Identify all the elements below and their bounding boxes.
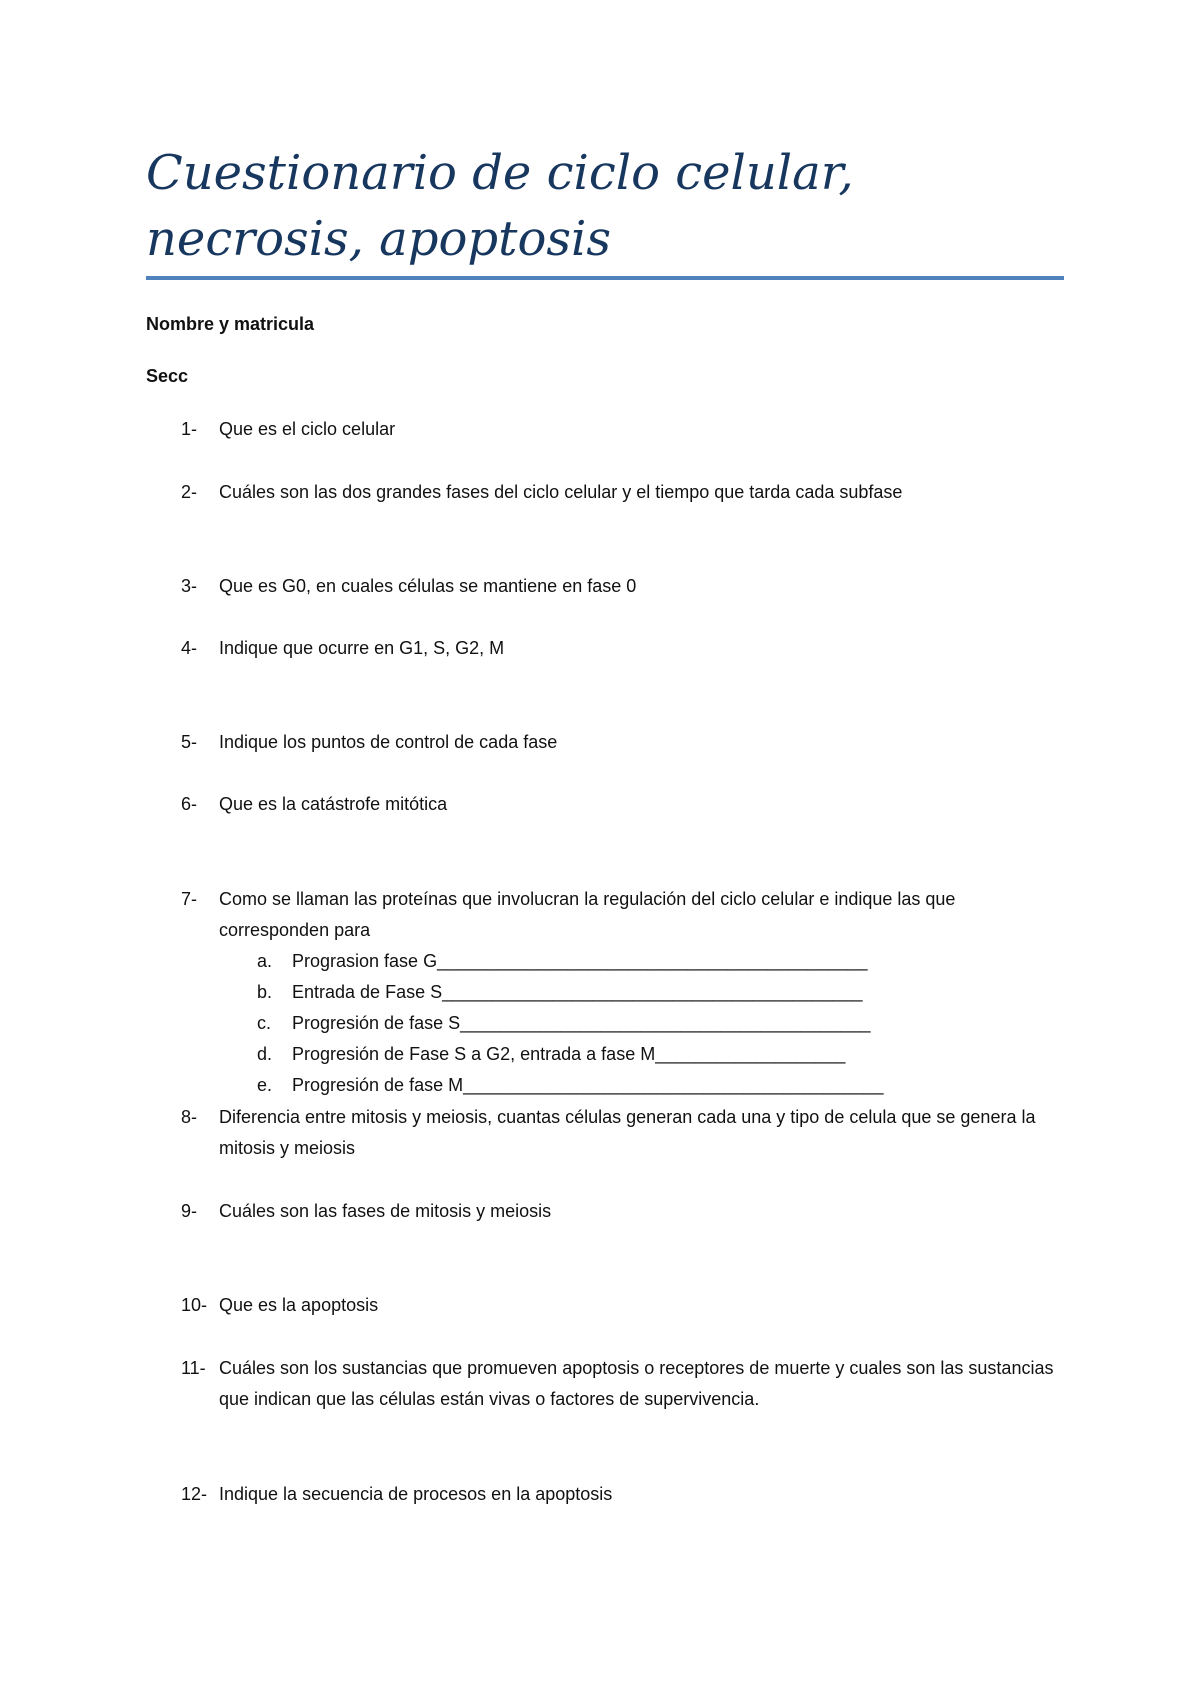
subitem-letter: c.	[257, 1013, 272, 1033]
subitem-letter: a.	[257, 951, 273, 971]
document-title: Cuestionario de ciclo celular, necrosis, apoptosis	[146, 145, 854, 267]
question-5	[146, 727, 1066, 758]
subitem-a	[146, 946, 1066, 977]
question-number: 5-	[181, 732, 198, 752]
question-text: Indique que ocurre en G1, S, G2, M	[219, 638, 505, 658]
question-7	[146, 884, 1066, 946]
question-8	[146, 1102, 1066, 1164]
subitem-letter: b.	[257, 982, 273, 1002]
question-11	[146, 1353, 1066, 1415]
question-number: 12-	[181, 1484, 208, 1504]
question-text: Indique los puntos de control de cada fase	[219, 732, 558, 752]
question-number: 6-	[181, 794, 198, 814]
subitem-text: Progresión de fase S_________________________________________	[292, 1013, 871, 1033]
question-number: 7-	[181, 889, 198, 909]
question-text: Que es la apoptosis	[219, 1295, 379, 1315]
question-12	[146, 1479, 1066, 1510]
question-number: 8-	[181, 1107, 198, 1127]
subitem-b	[146, 977, 1066, 1008]
name-field-label: Nombre y matricula	[146, 314, 315, 334]
subitem-letter: d.	[257, 1044, 273, 1064]
question-number: 2-	[181, 482, 198, 502]
subitem-text: Entrada de Fase S__________________________________________	[292, 982, 863, 1002]
question-text: Que es la catástrofe mitótica	[219, 794, 448, 814]
question-1	[146, 414, 1066, 445]
subitem-text: Progresión de Fase S a G2, entrada a fase M___________________	[292, 1044, 846, 1064]
subitem-text: Progresión de fase M__________________________________________	[292, 1075, 884, 1095]
subitem-text: Prograsion fase G___________________________________________	[292, 951, 868, 971]
question-text: Cuáles son los sustancias que promueven apoptosis o receptores de muerte y cuales son las sustancias que indican que las células están vivas o factores de supervivencia.	[219, 1358, 1054, 1409]
question-number: 4-	[181, 638, 198, 658]
question-4	[146, 633, 1066, 664]
question-number: 1-	[181, 419, 198, 439]
question-text: Indique la secuencia de procesos en la apoptosis	[219, 1484, 613, 1504]
question-text: Cuáles son las fases de mitosis y meiosis	[219, 1201, 552, 1221]
section-field-label: Secc	[146, 366, 189, 386]
title-underline	[146, 276, 1064, 280]
question-text: Cuáles son las dos grandes fases del ciclo celular y el tiempo que tarda cada subfase	[219, 482, 903, 502]
question-number: 10-	[181, 1295, 208, 1315]
question-text: Que es el ciclo celular	[219, 419, 396, 439]
question-3	[146, 571, 1066, 602]
subitem-c	[146, 1008, 1066, 1039]
subitem-e	[146, 1070, 1066, 1101]
question-6	[146, 789, 1066, 820]
question-text: Como se llaman las proteínas que involucran la regulación del ciclo celular e indique las que corresponden para	[219, 889, 956, 940]
subitem-letter: e.	[257, 1075, 273, 1095]
question-number: 11-	[181, 1358, 206, 1378]
question-text: Diferencia entre mitosis y meiosis, cuantas células generan cada una y tipo de celula que se genera la mitosis y meiosis	[219, 1107, 1036, 1158]
question-number: 3-	[181, 576, 198, 596]
subitem-d	[146, 1039, 1066, 1070]
question-10	[146, 1290, 1066, 1321]
question-9	[146, 1196, 1066, 1227]
question-number: 9-	[181, 1201, 198, 1221]
question-2	[146, 477, 1066, 508]
question-text: Que es G0, en cuales células se mantiene en fase 0	[219, 576, 637, 596]
